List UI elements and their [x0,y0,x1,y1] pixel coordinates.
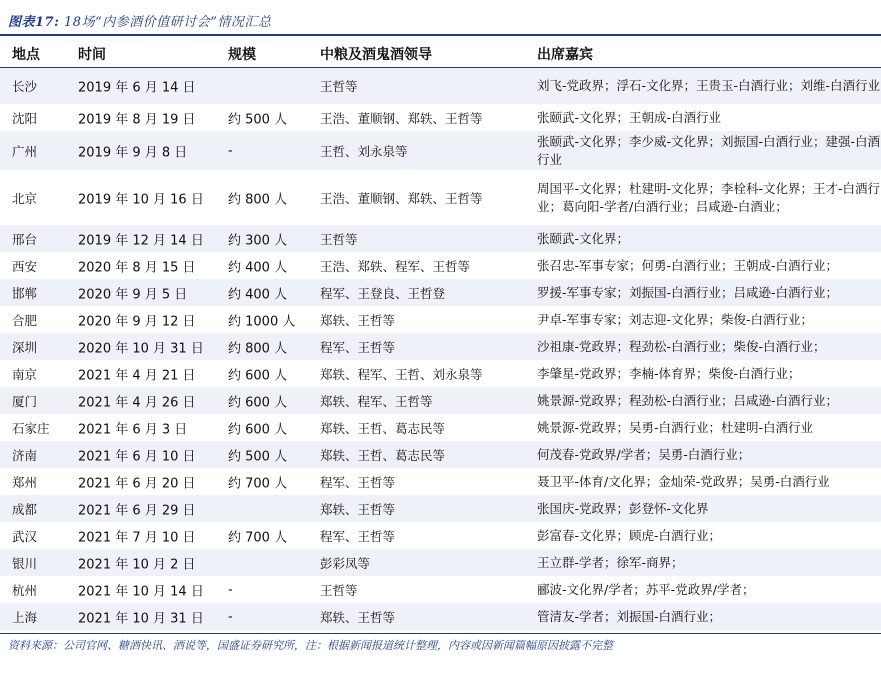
cell-guests: 郦波-文化界/学者；苏平-党政界/学者； [537,581,755,597]
cell-leaders: 王浩、郑轶、程军、王哲等 [320,258,471,274]
cell-scale: 约 400 人 [228,260,288,275]
table-row [0,387,881,414]
cell-date: 2021 年 4 月 21 日 [78,368,196,383]
table-header [0,36,881,67]
cell-guests: 沙祖康-党政界；程劲松-白酒行业；柴俊-白酒行业； [537,338,826,354]
cell-guests: 张颐武-文化界；李少威-文化界；刘振国-白酒行业；建强-白酒行业 [537,133,881,167]
bottom-rule [0,633,881,634]
cell-leaders: 郑轶、王哲等 [320,312,396,328]
cell-location: 长沙 [12,79,38,94]
table-row [0,414,881,441]
cell-leaders: 程军、王哲等 [320,339,396,355]
cell-date: 2021 年 4 月 26 日 [78,395,196,410]
cell-location: 合肥 [12,312,38,328]
table-row [0,170,881,225]
cell-scale: 约 500 人 [228,112,288,127]
cell-location: 南京 [12,366,38,382]
cell-guests: 周国平-文化界；杜建明-文化界；李栓科-文化界；王才-白酒行业；葛向阳-学者/白酒行业；吕咸逊-白酒业； [537,180,881,214]
cell-scale: 约 400 人 [228,287,288,302]
cell-scale: 约 800 人 [228,192,288,207]
cell-date: 2019 年 8 月 19 日 [78,112,196,127]
table-row [0,522,881,549]
cell-date: 2021 年 6 月 3 日 [78,422,188,437]
cell-date: 2021 年 6 月 10 日 [78,449,196,464]
cell-date: 2021 年 6 月 20 日 [78,476,196,491]
cell-location: 济南 [12,447,38,463]
cell-guests: 王立群-学者；徐军-商界； [537,554,684,570]
cell-location: 厦门 [12,393,38,409]
table-row [0,576,881,603]
cell-guests: 张颐武-文化界； [537,230,630,246]
cell-leaders: 郑轶、王哲等 [320,609,396,625]
cell-leaders: 郑轶、王哲、葛志民等 [320,420,446,436]
cell-guests: 尹卓-军事专家；刘志迎-文化界；柴俊-白酒行业； [537,311,814,327]
cell-date: 2021 年 10 月 31 日 [78,611,204,626]
table-row [0,603,881,630]
cell-date: 2020 年 10 月 31 日 [78,341,204,356]
table-row [0,333,881,360]
cell-scale: 约 300 人 [228,233,288,248]
table-row [0,279,881,306]
cell-leaders: 王哲等 [320,79,358,94]
cell-leaders: 程军、王登良、王哲登 [320,285,446,301]
cell-location: 郑州 [12,474,38,490]
cell-scale: 约 800 人 [228,341,288,356]
cell-leaders: 王哲等 [320,582,358,598]
cell-date: 2020 年 9 月 12 日 [78,314,196,329]
cell-scale: 约 700 人 [228,530,288,545]
cell-guests: 张颐武-文化界；王朝成-白酒行业 [537,109,722,125]
cell-guests: 姚景源-党政界；吴勇-白酒行业；杜建明-白酒行业 [537,419,814,435]
table-row [0,441,881,468]
header-scale: 规模 [228,47,256,63]
cell-location: 深圳 [12,339,38,355]
cell-location: 武汉 [12,528,38,544]
table-row [0,360,881,387]
cell-date: 2020 年 8 月 15 日 [78,260,196,275]
cell-date: 2019 年 10 月 16 日 [78,192,204,207]
header-date: 时间 [78,47,106,63]
cell-leaders: 程军、王哲等 [320,528,396,544]
cell-leaders: 王哲等 [320,231,358,247]
cell-date: 2020 年 9 月 5 日 [78,287,188,302]
cell-leaders: 郑轶、王哲等 [320,501,396,517]
cell-leaders: 王浩、董顺钢、郑轶、王哲等 [320,110,483,126]
cell-location: 西安 [12,258,38,274]
cell-guests: 何茂春-党政界/学者；吴勇-白酒行业； [537,446,751,462]
table-row [0,252,881,279]
figure-caption [8,11,271,30]
cell-date: 2021 年 7 月 10 日 [78,530,196,545]
cell-guests: 管清友-学者；刘振国-白酒行业； [537,608,722,624]
table-row [0,68,881,104]
cell-guests: 姚景源-党政界；程劲松-白酒行业；吕咸逊-白酒行业； [537,392,839,408]
cell-leaders: 郑轶、程军、王哲、刘永泉等 [320,366,483,382]
header-leaders: 中粮及酒鬼酒领导 [320,47,432,63]
cell-scale: 约 600 人 [228,422,288,437]
cell-date: 2019 年 6 月 14 日 [78,80,196,96]
cell-leaders: 郑轶、王哲、葛志民等 [320,447,446,463]
cell-leaders: 郑轶、程军、王哲等 [320,393,433,409]
cell-scale: 约 600 人 [228,368,288,383]
cell-scale: 约 1000 人 [228,314,296,329]
cell-guests: 张召忠-军事专家；何勇-白酒行业；王朝成-白酒行业； [537,257,839,273]
table-row [0,495,881,522]
cell-scale: - [228,582,233,597]
figure-title: 18场“内参酒价值研讨会”情况汇总 [64,15,272,30]
cell-location: 银川 [12,555,38,571]
table-row [0,468,881,495]
table-row [0,104,881,131]
cell-leaders: 王哲、刘永泉等 [320,143,408,159]
cell-guests: 聂卫平-体育/文化界；金灿荣-党政界；吴勇-白酒行业 [537,473,830,489]
cell-leaders: 程军、王哲等 [320,474,396,490]
cell-leaders: 彭彩凤等 [320,555,371,571]
table-row [0,549,881,576]
table-body [0,68,881,630]
cell-date: 2021 年 6 月 29 日 [78,503,196,518]
cell-location: 石家庄 [12,420,50,436]
cell-location: 上海 [12,609,38,625]
table-row [0,131,881,170]
header-guests: 出席嘉宾 [537,47,593,63]
cell-guests: 刘飞-党政界；浮石-文化界；王贵玉-白酒行业；刘维-白酒行业 [537,78,881,93]
cell-scale: 约 500 人 [228,449,288,464]
source-note: 资料来源：公司官网、糖酒快讯、酒说等，国盛证券研究所，注：根据新闻报道统计整理，内容或因新闻篇幅原因披露不完整 [8,639,613,652]
table-row [0,225,881,252]
header-location: 地点 [12,47,40,63]
cell-location: 广州 [12,143,38,159]
cell-location: 杭州 [12,582,38,598]
cell-location: 邢台 [12,231,38,247]
cell-guests: 彭富春-文化界；顾虎-白酒行业； [537,527,722,543]
table-row [0,306,881,333]
cell-date: 2019 年 9 月 8 日 [78,145,188,160]
cell-guests: 罗援-军事专家；刘振国-白酒行业；吕咸逊-白酒行业； [537,284,839,300]
cell-location: 沈阳 [12,110,38,126]
cell-leaders: 王浩、董顺钢、郑轶、王哲等 [320,190,483,206]
cell-scale: - [228,609,233,624]
cell-guests: 张国庆-党政界；彭登怀-文化界 [537,500,709,516]
cell-location: 北京 [12,190,38,206]
cell-date: 2019 年 12 月 14 日 [78,233,204,248]
cell-scale: 约 600 人 [228,395,288,410]
cell-guests: 李肇星-党政界；李楠-体育界；柴俊-白酒行业； [537,365,801,381]
cell-date: 2021 年 10 月 2 日 [78,557,196,572]
cell-location: 邯郸 [12,285,38,301]
cell-date: 2021 年 10 月 14 日 [78,584,204,599]
cell-location: 成都 [12,501,38,517]
figure-label: 图表17: [8,15,60,30]
cell-scale: - [228,143,233,158]
cell-scale: 约 700 人 [228,476,288,491]
